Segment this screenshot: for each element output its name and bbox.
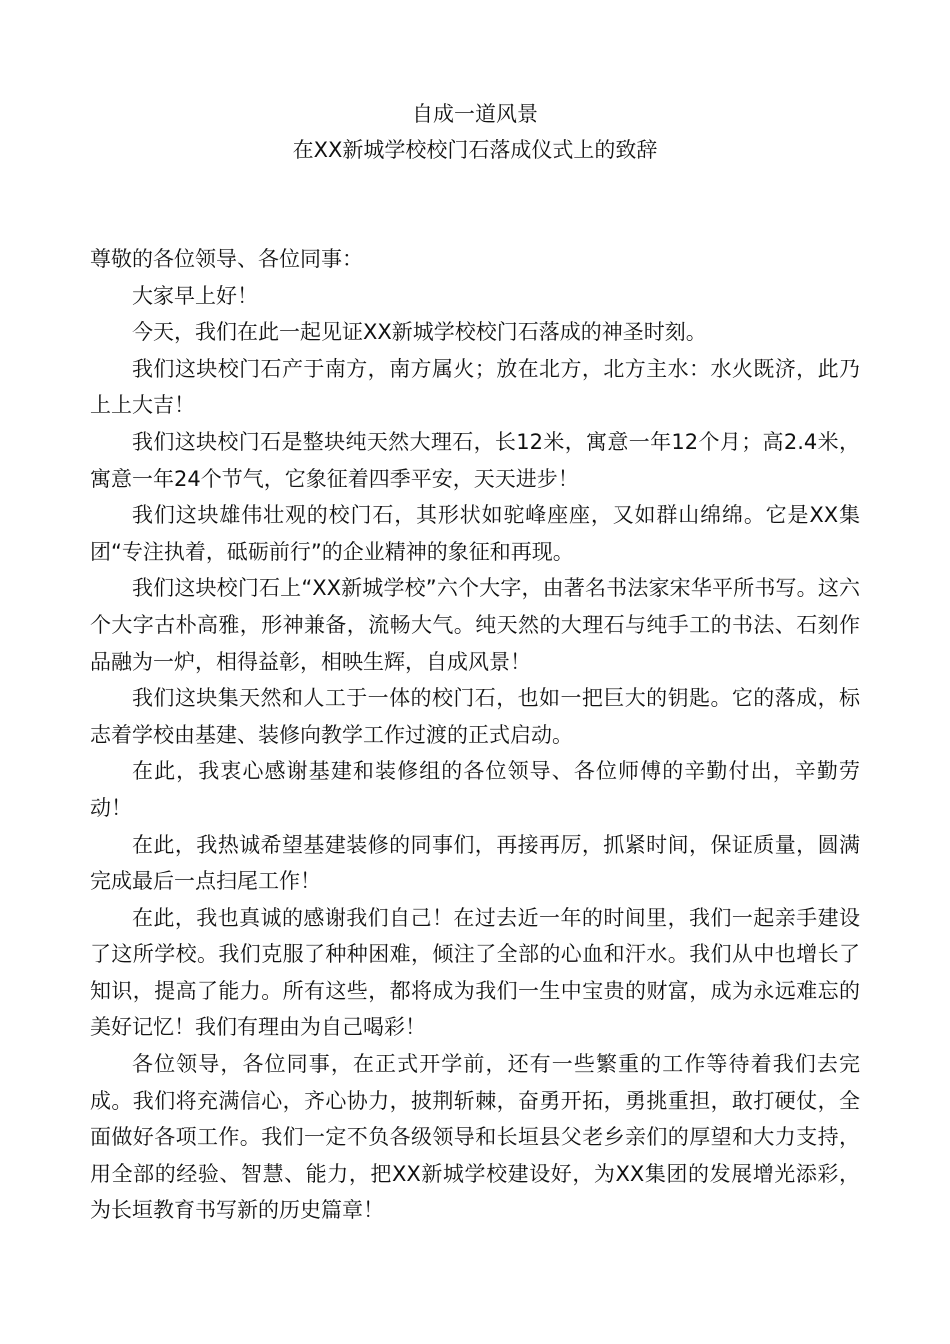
title-block	[0, 96, 950, 168]
paragraph-greeting: 大家早上好！	[132, 283, 258, 308]
paragraph-calligraphy: 我们这块校门石上“XX新城学校”六个大字，由著名书法家宋华平所书写。这六个大字古朴高雅，形神兼备，流畅大气。纯天然的大理石与纯手工的书法、石刻作品融为一炉，相得益彰，相映生辉，自成风景！	[90, 576, 860, 674]
speech-body	[90, 241, 860, 1229]
paragraph-origin: 我们这块校门石产于南方，南方属火；放在北方，北方主水：水火既济，此乃上上大吉！	[90, 356, 860, 418]
paragraph-hope: 在此，我热诚希望基建装修的同事们，再接再厉，抓紧时间，保证质量，圆满完成最后一点扫尾工作！	[90, 832, 860, 894]
paragraph-occasion: 今天，我们在此一起见证XX新城学校校门石落成的神圣时刻。	[132, 320, 707, 345]
paragraph-thanks-builders: 在此，我衷心感谢基建和装修组的各位领导、各位师傅的辛勤付出，辛勤劳动！	[90, 759, 860, 820]
document-subtitle: 在XX新城学校校门石落成仪式上的致辞	[292, 138, 658, 162]
paragraph-dimensions: 我们这块校门石是整块纯天然大理石，长12米，寓意一年12个月；高2.4米，寓意一年24个节气，它象征着四季平安，天天进步！	[90, 429, 860, 491]
salutation: 尊敬的各位领导、各位同事：	[90, 247, 363, 271]
paragraph-closing: 各位领导，各位同事，在正式开学前，还有一些繁重的工作等待着我们去完成。我们将充满信心，齐心协力，披荆斩棘，奋勇开拓，勇挑重担，敢打硬仗，全面做好各项工作。我们一定不负各级领导和长垣县父老乡亲们的厚望和大力支持，用全部的经验、智慧、能力，把XX新城学校建设好，为XX集团的发展增光添彩，为长垣教育书写新的历史篇章！	[90, 1052, 860, 1223]
document-title: 自成一道风景	[412, 102, 538, 126]
paragraph-key: 我们这块集天然和人工于一体的校门石，也如一把巨大的钥匙。它的落成，标志着学校由基建、装修向教学工作过渡的正式启动。	[90, 686, 860, 747]
paragraph-shape: 我们这块雄伟壮观的校门石，其形状如驼峰座座，又如群山绵绵。它是XX集团“专注执着，砥砺前行”的企业精神的象征和再现。	[90, 503, 860, 564]
paragraph-thanks-ourselves: 在此，我也真诚的感谢我们自己！在过去近一年的时间里，我们一起亲手建设了这所学校。我们克服了种种困难，倾注了全部的心血和汗水。我们从中也增长了知识，提高了能力。所有这些，都将成为我们一生中宝贵的财富，成为永远难忘的美好记忆！我们有理由为自己喝彩！	[90, 905, 860, 1040]
